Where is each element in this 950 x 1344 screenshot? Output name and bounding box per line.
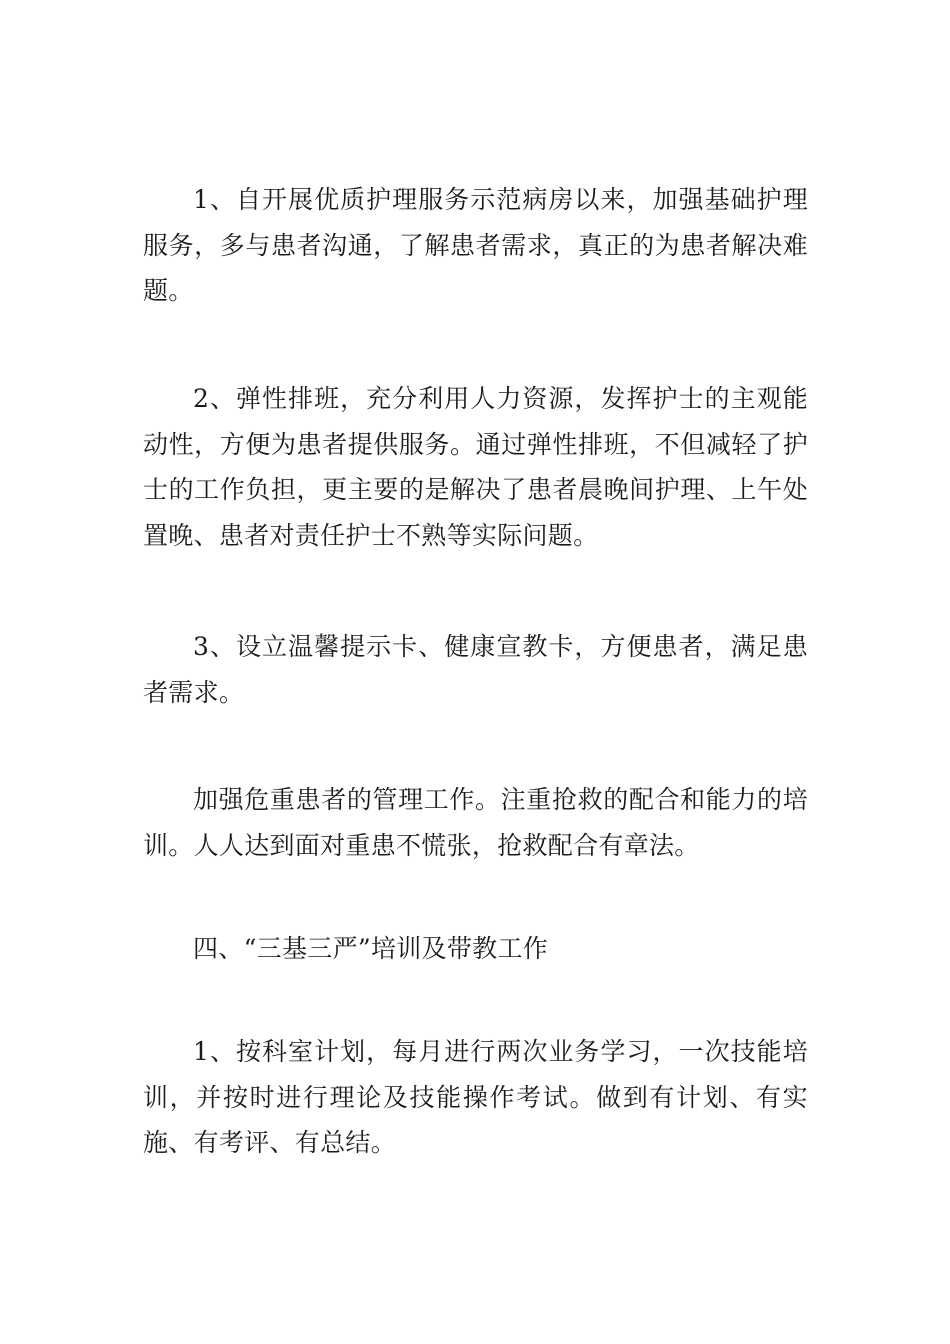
paragraph-training-plan: 1、按科室计划，每月进行两次业务学习，一次技能培训，并按时进行理论及技能操作考试。做到有计划、有实施、有考评、有总结。 <box>143 1037 808 1157</box>
paragraph-critical-patient-management: 加强危重患者的管理工作。注重抢救的配合和能力的培训。人人达到面对重患不慌张，抢救配合有章法。 <box>143 785 808 860</box>
section-heading-training: 四、“三基三严”培训及带教工作 <box>193 934 549 963</box>
paragraph-flexible-scheduling: 2、弹性排班，充分利用人力资源，发挥护士的主观能动性，方便为患者提供服务。通过弹性排班，不但减轻了护士的工作负担，更主要的是解决了患者晨晚间护理、上午处置晚、患者对责任护士不熟等实际问题。 <box>143 384 808 550</box>
paragraph-reminder-cards: 3、设立温馨提示卡、健康宣教卡，方便患者，满足患者需求。 <box>143 632 808 707</box>
paragraph-nursing-service: 1、自开展优质护理服务示范病房以来，加强基础护理服务，多与患者沟通，了解患者需求，真正的为患者解决难题。 <box>143 185 808 305</box>
